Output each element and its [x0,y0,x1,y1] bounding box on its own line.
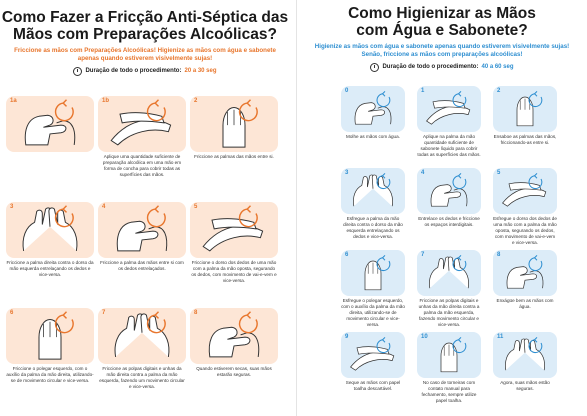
step-caption: Aplique uma quantidade suficiente de preparação alcoólica em uma mão em forma de concha para cobrir todas as superfícies das mãos. [102,154,182,178]
title-line-1: Como Higienizar as Mãos [348,5,536,22]
step-number: 10 [421,334,428,340]
left-step-8 [190,308,278,414]
right-step-1 [417,86,481,168]
right-step-0 [341,86,405,168]
left-step-6 [6,308,94,414]
right-step-3 [341,168,405,250]
title-line-2: Mãos com Preparações Alcoólicas? [13,26,277,44]
alcohol-rub-poster [0,0,290,416]
step-number: 6 [10,310,14,316]
left-step-2 [190,96,278,202]
left-step-1a [6,96,94,202]
step-number: 6 [345,252,349,258]
hands-illustration-icon [98,96,186,152]
hands-illustration-icon [493,168,557,214]
right-step-11 [493,332,557,414]
right-step-2 [493,86,557,168]
alcohol-warning: Friccione as mãos com Preparações Alcoólicas! Higienize as mãos com água e sabonete apenas quando estiverem visivelmente sujas! [14,46,276,62]
step-caption: Ensaboe as palmas das mãos, friccionando-as entre si. [493,134,557,146]
step-caption: Friccione as palmas das mãos entre si. [194,154,274,159]
hands-illustration-icon [341,250,405,296]
step-caption: Enxágüe bem as mãos com água. [496,298,554,310]
step-caption: Aplique na palma da mão quantidade suficiente de sabonete líquido para cobrir todas as superfícies das mãos. [417,134,481,158]
step-caption: Entrelace os dedos e friccione os espaços interdigitais. [418,216,480,228]
step-caption: Friccione a palma das mãos entre si com os dedos entrelaçados. [100,260,184,272]
step-caption: Agora, suas mãos estão seguras. [500,380,550,392]
step-caption: Friccione as polpas digitais e unhas da mão direita contra a palma da mão esquerda, fazendo um movimento circular e vice-versa. [99,366,185,390]
right-step-8 [493,250,557,332]
step-caption: Molhe as mãos com água. [346,134,400,139]
step-number: 9 [345,334,349,340]
hands-illustration-icon [417,168,481,214]
hands-illustration-icon [6,202,94,258]
handwash-poster-title [297,5,587,40]
step-caption: Esfregue o dorso dos dedos de uma mão com a palma da mão oposta, segurando os dedos, com movimento de vai-e-vem e vice-versa. [493,216,557,246]
hands-illustration-icon [6,308,94,364]
alcohol-duration [0,67,290,76]
title-line-1: Como Fazer a Fricção Anti-Séptica das [1,9,289,26]
left-step-1b [98,96,186,202]
hands-illustration-icon [341,86,405,132]
step-number: 2 [194,98,198,104]
clock-icon [73,67,82,76]
hands-illustration-icon [98,202,186,258]
hands-illustration-icon [190,202,278,258]
clock-icon [370,63,379,72]
step-number: 4 [421,170,425,176]
step-number: 5 [497,170,501,176]
step-number: 1 [421,88,425,94]
step-number: 2 [497,88,501,94]
right-step-10 [417,332,481,414]
step-number: 7 [102,310,106,316]
step-number: 7 [421,252,425,258]
duration-value: 40 a 60 seg [481,64,514,71]
left-step-4 [98,202,186,308]
right-step-7 [417,250,481,332]
title-line-2: com Água e Sabonete? [356,22,528,40]
right-step-5 [493,168,557,250]
left-step-7 [98,308,186,414]
hands-illustration-icon [417,86,481,132]
step-number: 8 [497,252,501,258]
handwash-poster [296,0,587,416]
step-number: 0 [345,88,349,94]
step-number: 1b [102,98,110,104]
alcohol-poster-title [0,9,290,44]
step-caption: No caso de torneiras com contato manual para fechamento, sempre utilize papel toalha. [421,380,477,404]
hands-illustration-icon [417,250,481,296]
hands-illustration-icon [341,332,405,378]
hands-illustration-icon [190,308,278,364]
step-number: 4 [102,204,106,210]
handwash-warning: Higienize as mãos com água e sabonete apenas quando estiverem visivelmente sujas! Senão, friccione as mãos com preparações alcoólicas! [314,42,570,58]
step-caption: Seque as mãos com papel toalha descartável. [345,380,401,392]
step-caption: Friccione o dorso dos dedos de uma mão com a palma da mão oposta, segurando os dedos, com movimento de vai-e-vem e vice-versa. [191,260,277,284]
right-step-9 [341,332,405,414]
step-number: 8 [194,310,198,316]
hands-illustration-icon [98,308,186,364]
duration-value: 20 a 30 seg [184,68,217,75]
step-caption: Friccione as polpas digitais e unhas da mão direita contra a palma da mão esquerda, fazendo movimento circular e vice-versa. [418,298,480,328]
step-number: 5 [194,204,198,210]
step-caption: Esfregue o polegar esquerdo, com o auxílio da palma da mão direita, utilizando-se de movimento circular e vice-versa. [341,298,405,328]
step-caption: Friccione o polegar esquerdo, com o auxílio da palma da mão direita, utilizando-se de movimento circular e vice-versa. [6,366,94,384]
hands-illustration-icon [6,96,94,152]
handwash-duration [297,63,587,72]
step-caption: Quando estiverem secas, suas mãos estarão seguras. [196,366,272,378]
step-caption: Friccione a palma direita contra o dorso da mão esquerda entrelaçando os dedos e vice-versa. [6,260,94,278]
step-number: 1a [10,98,17,104]
left-step-5 [190,202,278,308]
step-number: 3 [345,170,349,176]
hands-illustration-icon [493,86,557,132]
step-number: 3 [10,204,14,210]
right-step-4 [417,168,481,250]
right-step-6 [341,250,405,332]
step-caption: Esfregue a palma da mão direita contra o dorso da mão esquerda entrelaçando os dedos e vice-versa. [343,216,403,240]
hands-illustration-icon [493,250,557,296]
duration-label: Duração de todo o procedimento: [85,68,182,75]
duration-label: Duração de todo o procedimento: [382,64,479,71]
hands-illustration-icon [341,168,405,214]
hands-illustration-icon [190,96,278,152]
left-step-3 [6,202,94,308]
step-number: 11 [497,334,504,340]
